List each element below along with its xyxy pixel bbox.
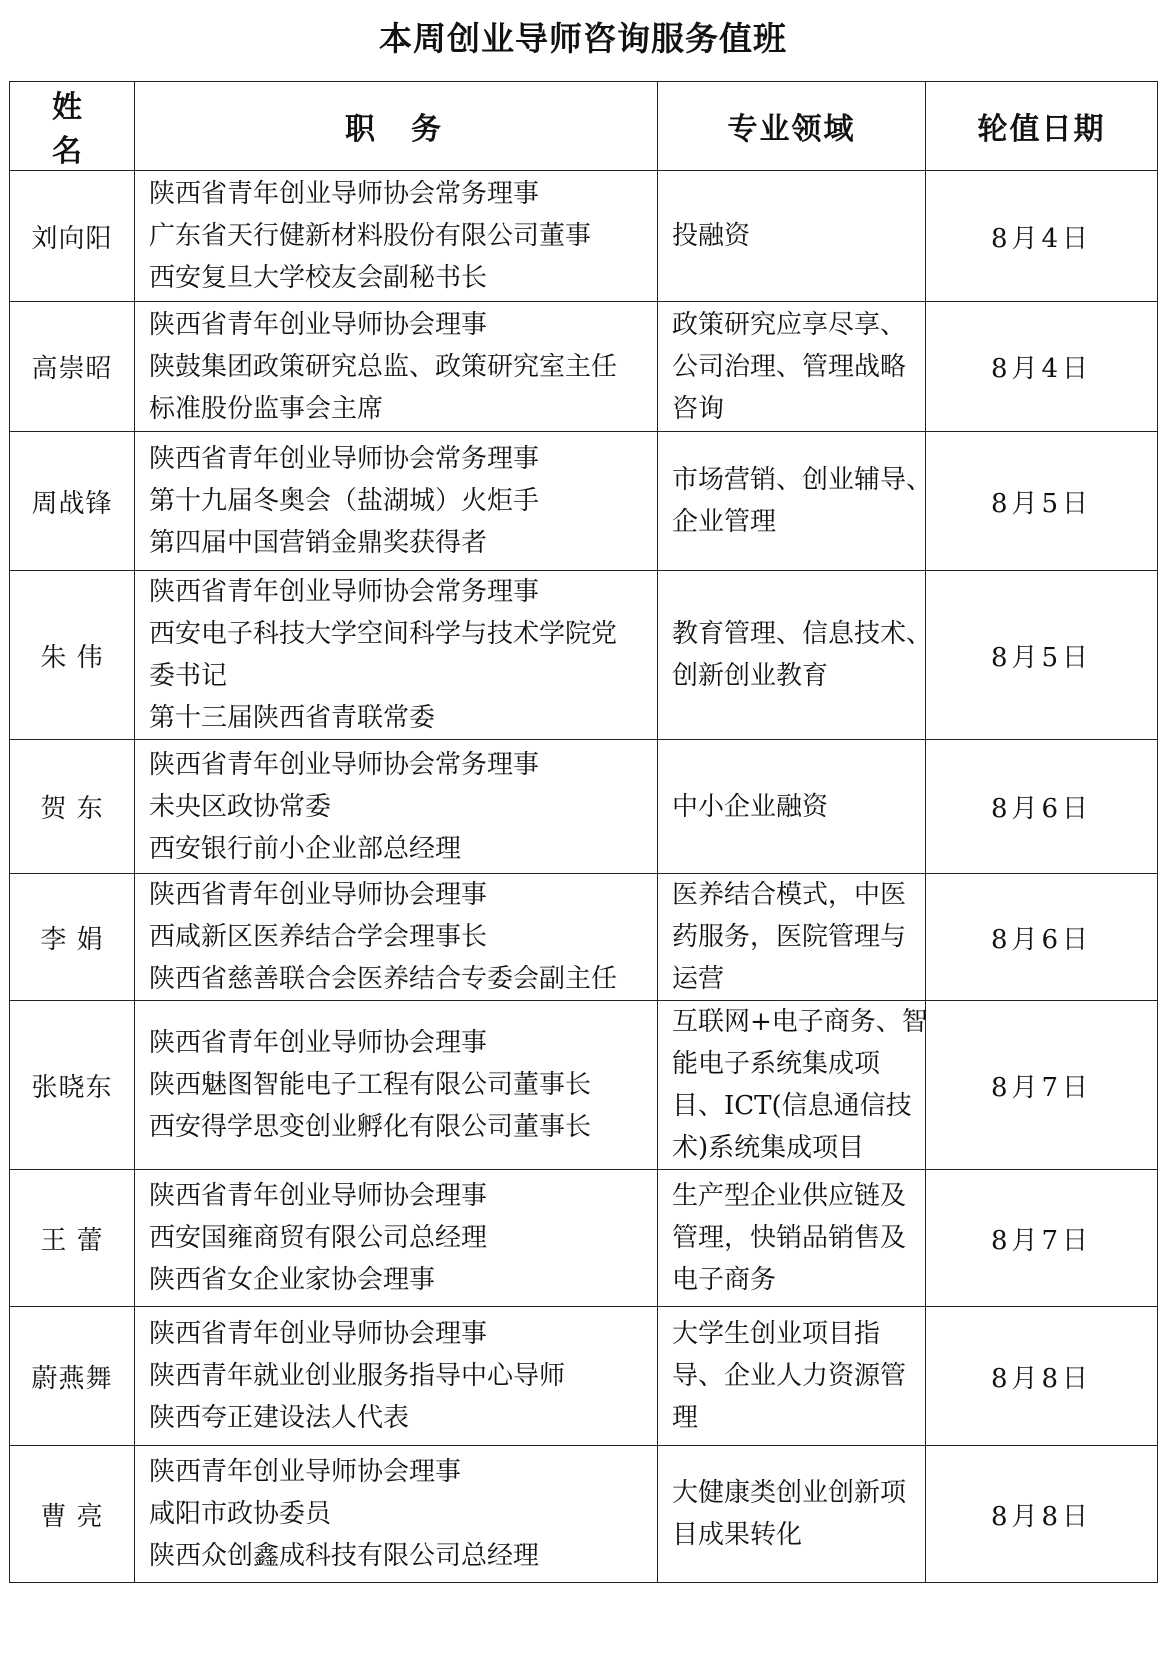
position-line: 陕西省青年创业导师协会理事 (149, 880, 488, 910)
position-line: 广东省天行健新材料股份有限公司董事 (149, 221, 592, 251)
position-line: 陕西魅图智能电子工程有限公司董事长 (149, 1070, 592, 1100)
mentor-positions (135, 1170, 658, 1307)
mentor-positions (135, 432, 658, 571)
field-line: 运营 (672, 964, 725, 994)
position-line: 西安得学思变创业孵化有限公司董事长 (149, 1112, 592, 1142)
mentor-positions (135, 874, 658, 1001)
mentor-positions (135, 1001, 658, 1170)
duty-date: 8月6日 (926, 874, 1158, 1001)
mentor-field (658, 171, 926, 302)
position-line: 陕西省青年创业导师协会理事 (149, 1319, 488, 1349)
field-line: 药服务，医院管理与 (672, 922, 907, 952)
field-line: 导、企业人力资源管 (672, 1361, 907, 1391)
mentor-field (658, 1307, 926, 1446)
mentor-positions (135, 740, 658, 874)
mentor-name: 刘向阳 (10, 171, 135, 302)
field-line: 大健康类创业创新项 (672, 1478, 907, 1508)
position-line: 陕西省青年创业导师协会常务理事 (149, 444, 540, 474)
position-line: 未央区政协常委 (149, 791, 332, 822)
position-line: 西安电子科技大学空间科学与技术学院党 (149, 619, 618, 649)
position-line: 西安国雍商贸有限公司总经理 (149, 1223, 488, 1253)
field-line: 公司治理、管理战略 (672, 351, 907, 382)
position-line: 标准股份监事会主席 (149, 393, 384, 424)
position-line: 第十三届陕西省青联常委 (149, 703, 436, 733)
field-line: 电子商务 (672, 1265, 777, 1295)
field-line: 中小企业融资 (672, 791, 829, 822)
duty-date: 8月4日 (926, 171, 1158, 302)
field-line: 术)系统集成项目 (672, 1133, 865, 1163)
page-title: 本周创业导师咨询服务值班 (379, 19, 787, 58)
duty-date: 8月8日 (926, 1446, 1158, 1583)
mentor-name: 朱 伟 (10, 571, 135, 740)
field-line: 能电子系统集成项 (672, 1049, 881, 1079)
header-date: 轮值日期 (926, 82, 1158, 171)
table-row (10, 571, 1158, 740)
mentor-field (658, 571, 933, 740)
header-position: 职务 (135, 82, 658, 171)
table-header-row (10, 82, 1158, 171)
position-line: 咸阳市政协委员 (149, 1499, 332, 1529)
field-line: 教育管理、信息技术、 (672, 619, 933, 649)
table-row (10, 171, 1158, 302)
mentor-name: 曹 亮 (10, 1446, 135, 1583)
field-line: 医养结合模式，中医 (672, 880, 907, 910)
position-line: 陕西省慈善联合会医养结合专委会副主任 (149, 964, 618, 994)
field-line: 大学生创业项目指 (672, 1319, 881, 1349)
field-line: 目成果转化 (672, 1520, 803, 1550)
mentor-name: 周战锋 (10, 432, 135, 571)
mentor-field (658, 1170, 926, 1307)
mentor-name: 李 娟 (10, 874, 135, 1001)
mentor-positions (135, 171, 658, 302)
position-line: 陕西省青年创业导师协会常务理事 (149, 749, 540, 780)
table-body (10, 171, 1158, 1583)
mentor-positions (135, 1446, 658, 1583)
position-line: 陕西省青年创业导师协会常务理事 (149, 179, 540, 209)
field-line: 互联网+电子商务、智 (672, 1007, 928, 1037)
field-line: 政策研究应享尽享、 (672, 309, 907, 340)
mentor-field (658, 432, 933, 571)
position-line: 陕西省青年创业导师协会理事 (149, 1181, 488, 1211)
duty-date: 8月5日 (926, 432, 1158, 571)
position-line: 第四届中国营销金鼎奖获得者 (149, 528, 488, 558)
position-line: 西安银行前小企业部总经理 (149, 833, 462, 864)
position-line: 陕西省女企业家协会理事 (149, 1265, 436, 1295)
position-line: 委书记 (149, 661, 228, 691)
position-line: 陕西夸正建设法人代表 (149, 1403, 410, 1433)
mentor-field (658, 302, 926, 432)
table-row (10, 1446, 1158, 1583)
position-line: 陕西青年创业导师协会理事 (149, 1457, 462, 1487)
field-line: 市场营销、创业辅导、 (672, 465, 933, 495)
duty-date: 8月4日 (926, 302, 1158, 432)
mentor-name: 贺 东 (10, 740, 135, 874)
field-line: 生产型企业供应链及 (672, 1181, 907, 1211)
mentor-positions (135, 1307, 658, 1446)
position-line: 陕鼓集团政策研究总监、政策研究室主任 (149, 351, 618, 382)
mentor-duty-table (9, 81, 1158, 1583)
position-line: 第十九届冬奥会（盐湖城）火炬手 (149, 486, 540, 516)
position-line: 陕西省青年创业导师协会理事 (149, 309, 488, 340)
duty-date: 8月7日 (926, 1170, 1158, 1307)
field-line: 理 (672, 1403, 699, 1433)
mentor-name: 蔚燕舞 (10, 1307, 135, 1446)
mentor-field (658, 874, 926, 1001)
table-row (10, 1170, 1158, 1307)
table-row (10, 1001, 1158, 1170)
table-row (10, 302, 1158, 432)
table-row (10, 740, 1158, 874)
field-line: 目、ICT(信息通信技 (672, 1091, 912, 1121)
mentor-field (658, 740, 926, 874)
mentor-name: 张晓东 (10, 1001, 135, 1170)
field-line: 创新创业教育 (672, 661, 829, 691)
position-line: 陕西省青年创业导师协会理事 (149, 1028, 488, 1058)
field-line: 管理，快销品销售及 (672, 1223, 907, 1253)
header-name: 姓名 (10, 82, 135, 171)
position-line: 陕西省青年创业导师协会常务理事 (149, 577, 540, 607)
field-line: 咨询 (672, 393, 725, 424)
table-row (10, 432, 1158, 571)
mentor-name: 王 蕾 (10, 1170, 135, 1307)
position-line: 西安复旦大学校友会副秘书长 (149, 263, 488, 293)
field-line: 投融资 (672, 221, 751, 251)
header-field: 专业领域 (658, 82, 926, 171)
field-line: 企业管理 (672, 507, 777, 537)
mentor-field (658, 1446, 926, 1583)
table-row (10, 1307, 1158, 1446)
duty-date: 8月5日 (926, 571, 1158, 740)
position-line: 陕西青年就业创业服务指导中心导师 (149, 1361, 566, 1391)
mentor-field (658, 1001, 926, 1170)
position-line: 陕西众创鑫成科技有限公司总经理 (149, 1541, 540, 1571)
mentor-name: 高崇昭 (10, 302, 135, 432)
duty-date: 8月7日 (926, 1001, 1158, 1170)
duty-date: 8月8日 (926, 1307, 1158, 1446)
position-line: 西咸新区医养结合学会理事长 (149, 922, 488, 952)
duty-date: 8月6日 (926, 740, 1158, 874)
table-row (10, 874, 1158, 1001)
mentor-positions (135, 302, 658, 432)
mentor-positions (135, 571, 658, 740)
